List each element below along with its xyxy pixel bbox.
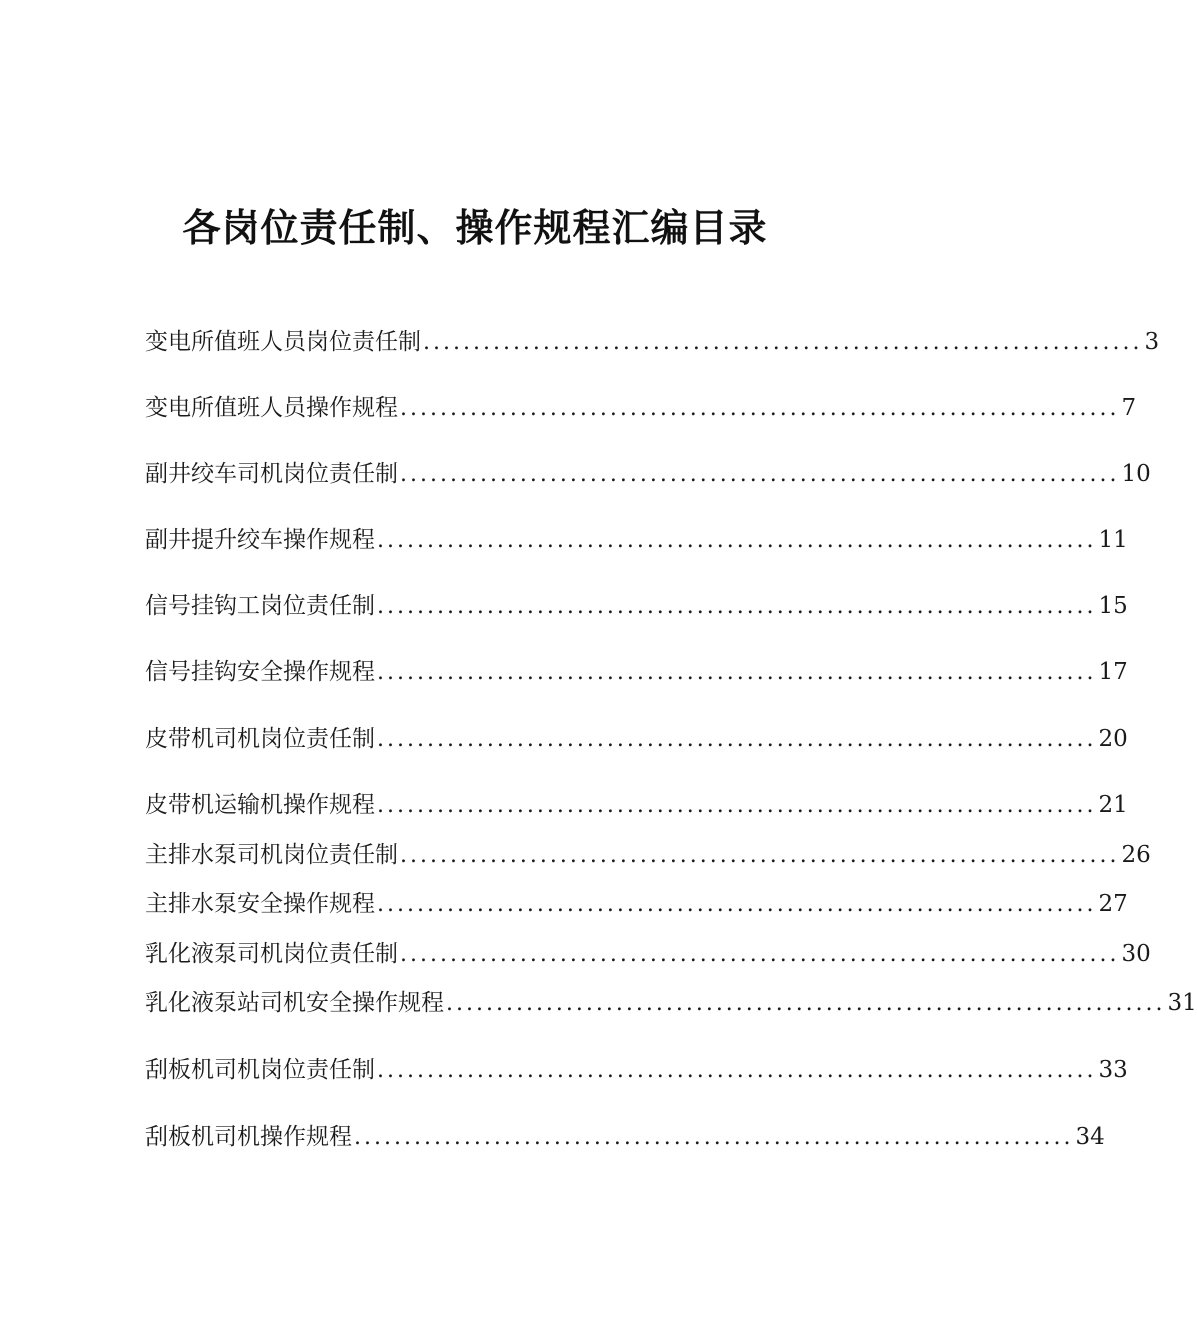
toc-entry[interactable] bbox=[145, 325, 1160, 359]
toc-leader: ........................................................................ bbox=[377, 793, 1097, 818]
toc-entry[interactable] bbox=[145, 887, 1128, 921]
toc-leader: ........................................................................ bbox=[400, 462, 1120, 487]
toc-entry-label: 变电所值班人员操作规程 bbox=[145, 395, 398, 421]
toc-entry-label: 皮带机司机岗位责任制 bbox=[145, 726, 375, 752]
toc-entry-label: 信号挂钩工岗位责任制 bbox=[145, 593, 375, 619]
toc-entry-label: 刮板机司机岗位责任制 bbox=[145, 1057, 375, 1083]
toc-entry-label: 主排水泵司机岗位责任制 bbox=[145, 842, 398, 868]
toc-leader: ........................................................................ bbox=[400, 942, 1120, 967]
toc-leader: ........................................................................ bbox=[400, 843, 1120, 868]
toc-entry-page: 30 bbox=[1121, 941, 1151, 967]
toc-entry-label: 乳化液泵站司机安全操作规程 bbox=[145, 990, 444, 1016]
toc-entry-page: 34 bbox=[1075, 1124, 1105, 1150]
toc-leader: ........................................................................ bbox=[377, 727, 1097, 752]
toc-leader: ........................................................................ bbox=[377, 660, 1097, 685]
toc-entry[interactable] bbox=[145, 1053, 1128, 1087]
toc-leader: ........................................................................ bbox=[423, 330, 1143, 355]
toc-entry-page: 26 bbox=[1121, 842, 1151, 868]
toc-leader: ........................................................................ bbox=[446, 991, 1166, 1016]
toc-entry[interactable] bbox=[145, 986, 1197, 1020]
toc-entry-page: 31 bbox=[1167, 990, 1197, 1016]
toc-entry[interactable] bbox=[145, 722, 1128, 756]
toc-entry-label: 信号挂钩安全操作规程 bbox=[145, 659, 375, 685]
toc-entry[interactable] bbox=[145, 523, 1128, 557]
toc-entry[interactable] bbox=[145, 1120, 1105, 1154]
toc-entry-page: 33 bbox=[1098, 1057, 1128, 1083]
toc-entry[interactable] bbox=[145, 838, 1151, 872]
toc-leader: ........................................................................ bbox=[377, 594, 1097, 619]
toc-leader: ........................................................................ bbox=[377, 528, 1097, 553]
toc-entry[interactable] bbox=[145, 589, 1128, 623]
toc-entry-label: 副井提升绞车操作规程 bbox=[145, 527, 375, 553]
toc-entry-page: 21 bbox=[1098, 792, 1128, 818]
toc-entry-page: 10 bbox=[1121, 461, 1151, 487]
toc-entry[interactable] bbox=[145, 655, 1128, 689]
toc-entry[interactable] bbox=[145, 788, 1128, 822]
toc-entry-page: 17 bbox=[1098, 659, 1128, 685]
toc-leader: ........................................................................ bbox=[377, 1058, 1097, 1083]
toc-entry-label: 主排水泵安全操作规程 bbox=[145, 891, 375, 917]
toc-entry-page: 15 bbox=[1098, 593, 1128, 619]
toc-entry-label: 乳化液泵司机岗位责任制 bbox=[145, 941, 398, 967]
toc-entry[interactable] bbox=[145, 937, 1151, 971]
toc-leader: ........................................................................ bbox=[377, 892, 1097, 917]
toc-entry-label: 皮带机运输机操作规程 bbox=[145, 792, 375, 818]
toc-leader: ........................................................................ bbox=[354, 1125, 1074, 1150]
toc-entry-label: 变电所值班人员岗位责任制 bbox=[145, 329, 421, 355]
toc-entry-page: 20 bbox=[1098, 726, 1128, 752]
toc-entry-label: 副井绞车司机岗位责任制 bbox=[145, 461, 398, 487]
document-title: 各岗位责任制、操作规程汇编目录 bbox=[182, 206, 768, 250]
toc-entry[interactable] bbox=[145, 391, 1137, 425]
toc-entry-label: 刮板机司机操作规程 bbox=[145, 1124, 352, 1150]
toc-entry-page: 11 bbox=[1098, 527, 1128, 553]
toc-entry-page: 7 bbox=[1121, 395, 1137, 421]
toc-entry-page: 3 bbox=[1144, 329, 1160, 355]
toc-entry-page: 27 bbox=[1098, 891, 1128, 917]
toc-leader: ........................................................................ bbox=[400, 396, 1120, 421]
toc-entry[interactable] bbox=[145, 457, 1151, 491]
